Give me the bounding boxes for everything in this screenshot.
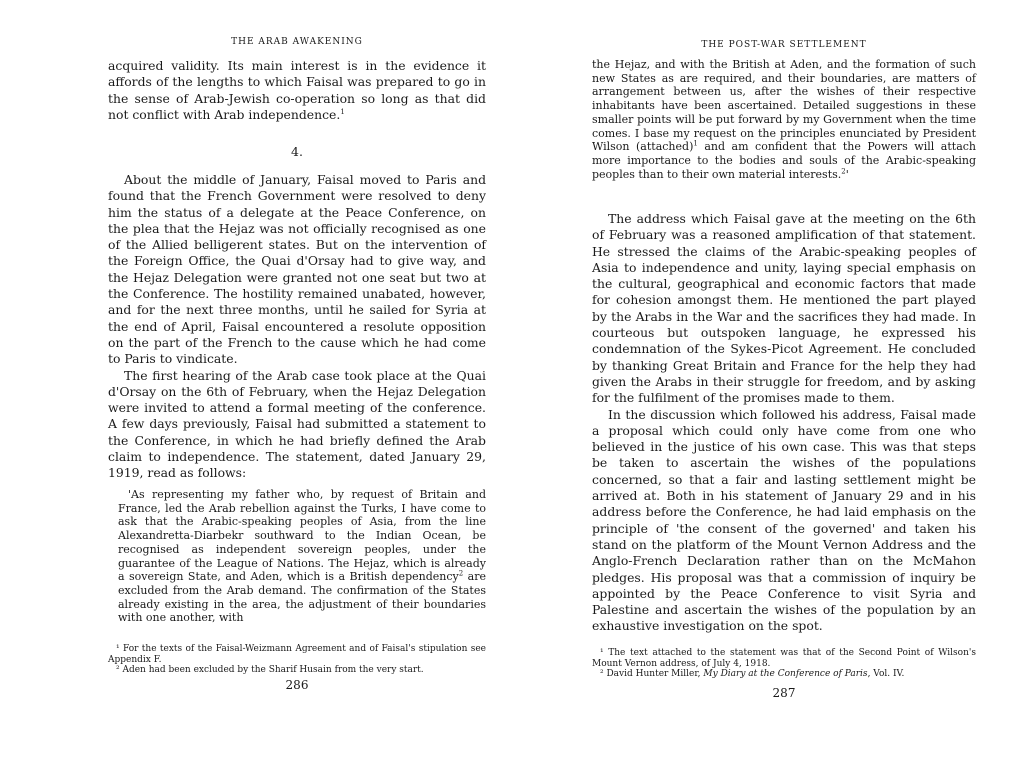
footnote: ² Aden had been excluded by the Sharif Husain from the very start. [116, 665, 424, 675]
footnote [592, 669, 976, 680]
quote-close: ' [845, 167, 849, 181]
footnote: ¹ For the texts of the Faisal-Weizmann Agreement and of Faisal's stipulation see Appendix F. [108, 644, 486, 665]
quote-paragraph [118, 488, 486, 625]
paragraph: About the middle of January, Faisal moved to Paris and found that the French Government were resolved to deny him the status of a delegate at the Peace Conference, on the plea that the Hejaz was not officially recognised as one of the Allied belligerent states. But on the intervention of the Foreign Office, the Quai d'Orsay had to give way, and the Hejaz Delegation were granted not one seat but two at the Conference. The hostility remained unabated, however, and for the next three months, until he sailed for Syria at the end of April, Faisal encountered a resolute opposition on the part of the French to the cause which he had come to Paris to vindicate. [108, 172, 486, 367]
section-number: 4. [291, 144, 303, 159]
quote-text: and am confident that the Powers will attach more importance to the bodies and souls of the Arabic-speaking peoples than to their own material interests. [592, 140, 976, 181]
body-text [108, 172, 486, 482]
footnote-text: ² David Hunter Miller, [600, 669, 704, 679]
block-quote [592, 58, 976, 181]
footnote: ¹ The text attached to the statement was that of the Second Point of Wilson's Mount Vernon address, of July 4, 1918. [592, 648, 976, 669]
footnote-ref: 1 [693, 139, 698, 148]
book-title: My Diary at the Conference of Paris [703, 669, 868, 679]
quote-text: 'As representing my father who, by request of Britain and France, led the Arab rebellion against the Turks, I have come to ask that the Arabic-speaking peoples of Asia, from the line Alexandretta-Diarbekr southward to the Indian Ocean, be recognised as independent sovereign peoples, under the guarantee of the League of Nations. The Hejaz, which is already a sovereign State, and Aden, which is a British dependency [118, 488, 486, 584]
paragraph [108, 58, 486, 123]
quote-text: are excluded from the Arab demand. The confirmation of the States already existing in the area, the adjustment of their boundaries with one another, with [118, 570, 486, 625]
footnotes [592, 648, 976, 680]
block-quote [108, 488, 486, 625]
body-text [592, 211, 976, 635]
footnote-ref: 2 [458, 569, 464, 578]
running-head: THE ARAB AWAKENING [231, 37, 363, 47]
page-number: 286 [285, 678, 309, 692]
paragraph: In the discussion which followed his address, Faisal made a proposal which could only have come from one who believed in the justice of his own case. This was that steps be taken to ascertain the wishes of the populations concerned, so that a fair and lasting settlement might be arrived at. Both in his statement of January 29 and in his address before the Conference, he had laid emphasis on the principle of 'the consent of the governed' and taken his stand on the platform of the Mount Vernon Address and the Anglo-French Declaration rather than on the McMahon pledges. His proposal was that a commission of inquiry be appointed by the Peace Conference to visit Syria and Palestine and ascertain the wishes of the population by an exhaustive investigation on the spot. [592, 406, 976, 634]
footnote-ref: 1 [340, 107, 345, 116]
footnote-text: , Vol. IV. [867, 669, 905, 679]
paragraph: The address which Faisal gave at the meeting on the 6th of February was a reasoned amplification of that statement. He stressed the claims of the Arabic-speaking peoples of Asia to independence and unity, laying special emphasis on the cultural, geographical and economic factors that made for cohesion amongst them. He mentioned the part played by the Arabs in the War and the sacrifices they had made. In courteous but outspoken language, he expressed his condemnation of the Sykes-Picot Agreement. He concluded by thanking Great Britain and France for the help they had given the Arabs in their struggle for freedom, and by asking for the fulfilment of the promises made to them. [592, 211, 976, 406]
page-number: 287 [772, 686, 796, 700]
body-text [108, 58, 486, 123]
quote-paragraph [592, 58, 976, 181]
paragraph: The first hearing of the Arab case took place at the Quai d'Orsay on the 6th of February, when the Hejaz Delegation were invited to attend a formal meeting of the conference. A few days previously, Faisal had submitted a statement to the Conference, in which he had briefly defined the Arab claim to independence. The statement, dated January 29, 1919, read as follows: [108, 367, 486, 481]
running-head: THE POST-WAR SETTLEMENT [701, 40, 867, 50]
footnote-ref: 2 [841, 166, 846, 175]
footnotes [108, 644, 486, 676]
quote-text: the Hejaz, and with the British at Aden, and the formation of such new States as are required, and their boundaries, are matters of arrangement between us, after the wishes of their respective inhabitants have been ascertained. Detailed suggestions in these smaller points will be put forward by my Government when the time comes. I base my request on the principles enunciated by President Wilson (attached) [592, 58, 976, 154]
paragraph-text: acquired validity. Its main interest is in the evidence it affords of the lengths to which Faisal was prepared to go in the sense of Arab-Jewish co-operation so long as that did not conflict with Arab independence. [108, 58, 486, 122]
